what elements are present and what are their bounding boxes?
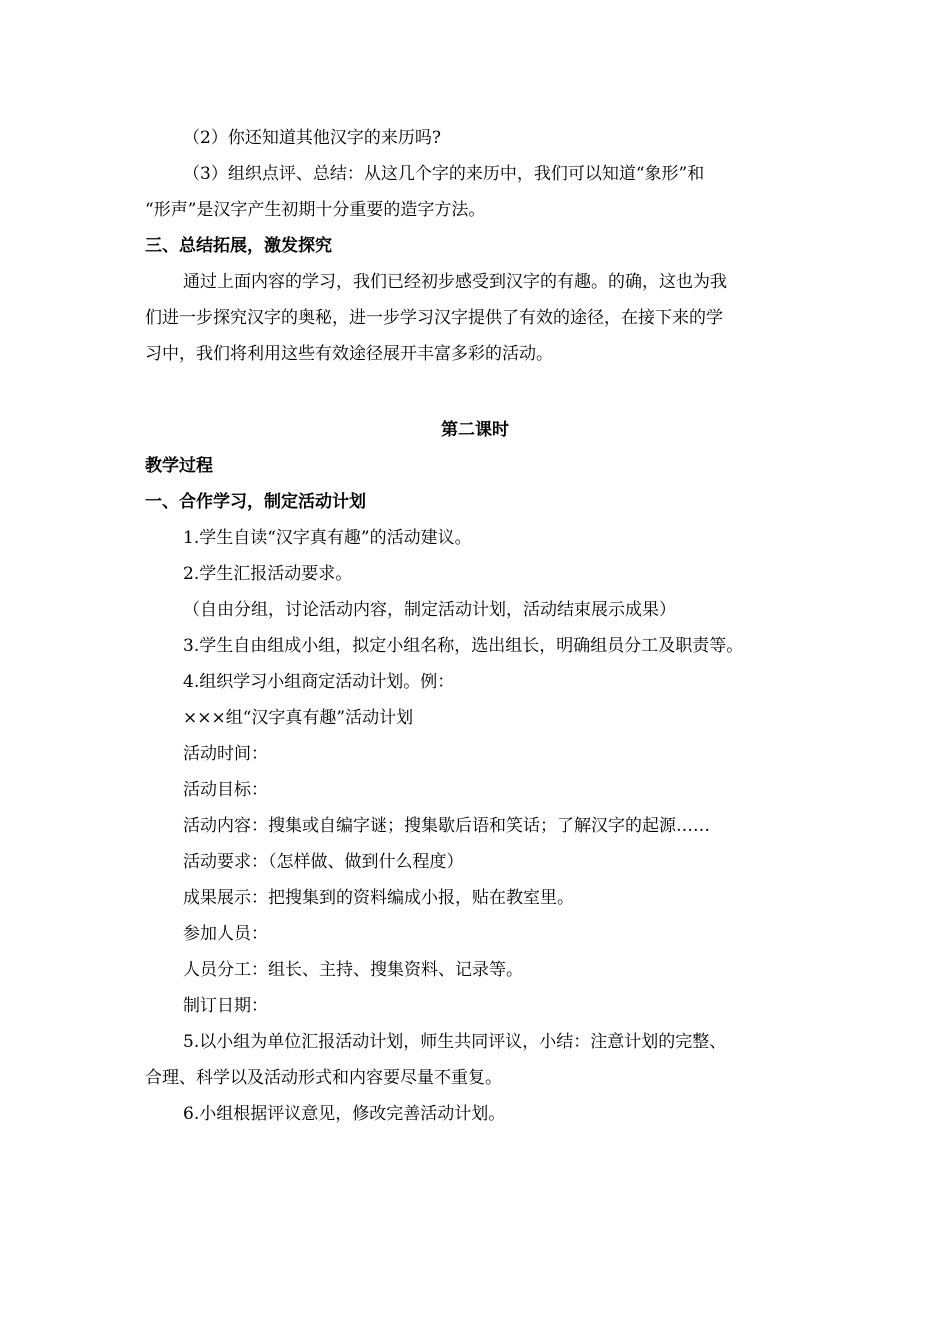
paragraph-line: 习中，我们将利用这些有效途径展开丰富多彩的活动。 (145, 344, 553, 364)
text-line-q3-cont: “形声”是汉字产生初期十分重要的造字方法。 (145, 200, 486, 220)
section-heading-1: 一、合作学习，制定活动计划 (145, 492, 366, 512)
paragraph-line: 通过上面内容的学习，我们已经初步感受到汉字的有趣。的确，这也为我 (183, 272, 727, 292)
list-item-note: （自由分组，讨论活动内容，制定活动计划，活动结束展示成果） (183, 600, 676, 620)
list-item: 6.小组根据评议意见，修改完善活动计划。 (183, 1104, 506, 1124)
plan-title: ×××组“汉字真有趣”活动计划 (183, 708, 414, 728)
plan-field: 制订日期： (183, 996, 268, 1016)
plan-field: 活动时间： (183, 744, 268, 764)
lesson-title: 第二课时 (441, 420, 509, 440)
plan-field: 活动目标： (183, 780, 268, 800)
list-item: 2.学生汇报活动要求。 (183, 564, 353, 584)
plan-field: 活动内容：搜集或自编字谜；搜集歇后语和笑话；了解汉字的起源…… (183, 816, 710, 836)
plan-field: 活动要求：（怎样做、做到什么程度） (183, 852, 464, 872)
list-item: 1.学生自读“汉字真有趣”的活动建议。 (183, 528, 472, 548)
plan-field: 人员分工：组长、主持、搜集资料、记录等。 (183, 960, 523, 980)
plan-field: 成果展示：把搜集到的资料编成小报，贴在教室里。 (183, 888, 574, 908)
process-heading: 教学过程 (145, 456, 213, 476)
plan-field: 参加人员： (183, 924, 268, 944)
list-item: 4.组织学习小组商定活动计划。例： (183, 672, 455, 692)
list-item: 5.以小组为单位汇报活动计划，师生共同评议，小结：注意计划的完整、 (183, 1032, 727, 1052)
list-item: 3.学生自由组成小组，拟定小组名称，选出组长，明确组员分工及职责等。 (183, 636, 744, 656)
text-line-q3: （3）组织点评、总结：从这几个字的来历中，我们可以知道“象形”和 (183, 164, 705, 184)
list-item-cont: 合理、科学以及活动形式和内容要尽量不重复。 (145, 1068, 502, 1088)
text-line-q2: （2）你还知道其他汉字的来历吗? (183, 128, 441, 148)
paragraph-line: 们进一步探究汉字的奥秘，进一步学习汉字提供了有效的途径，在接下来的学 (145, 308, 723, 328)
section-heading-3: 三、总结拓展，激发探究 (145, 236, 332, 256)
